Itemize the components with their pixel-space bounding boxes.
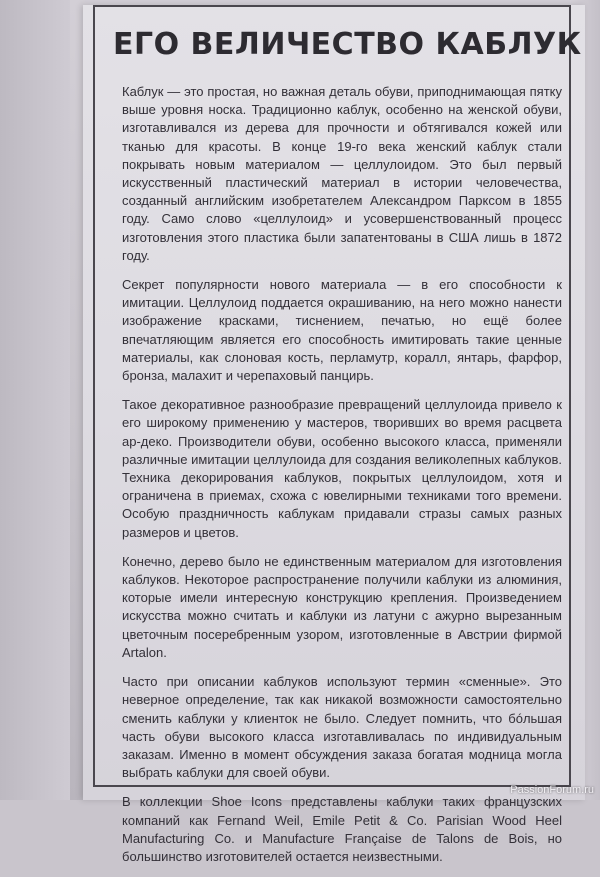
watermark: PassionForum.ru (510, 784, 594, 796)
paragraph-collection: В коллекции Shoe Icons представлены каблуки таких французских компаний как Fernand Weil, Emile Petit & Co. Parisian Wood Heel Manufacturing Co. и Manufacture Française de Talons de Bois, но большинство изготовителей остается неизвестными. (122, 794, 562, 864)
paragraph-imitation: Секрет популярности нового материала — в его способности к имитации. Целлулоид поддается окрашиванию, на него можно нанести изображение красками, тиснением, печатью, но ещё более впечатляющим является его способность имитировать такие ценные материалы, как слоновая кость, перламутр, коралл, янтарь, фарфор, бронза, малахит и черепаховый панцирь. (122, 277, 562, 384)
paragraph-replaceable: Часто при описании каблуков используют термин «сменные». Это неверное определение, так как никакой возможности самостоятельно сменить каблуки у клиенток не было. Следует помнить, что бóльшая часть обуви высокого класса изготавливалась по индивидуальным заказам. Именно в момент обсуждения заказа богатая модница могла выбрать каблуки для своей обуви. (122, 674, 562, 781)
panel-title: ЕГО ВЕЛИЧЕСТВО КАБЛУК (113, 27, 582, 62)
wall-left (0, 0, 70, 800)
panel-text (122, 83, 562, 877)
exhibit-panel (83, 5, 585, 864)
paragraph-intro: Каблук — это простая, но важная деталь обуви, приподнимающая пятку выше уровня носка. Традиционно каблук, особенно на женской обуви, изготавливался из дерева для прочности и обтягивался кожей или тканью для красоты. В конце 19-го века женский каблук стали покрывать новым материалом — целлулоидом. Это был первый искусственный пластический материал в истории человечества, созданный английским изобретателем Александром Парксом в 1855 году. Само слово «целлулоид» и усовершенствованный процесс изготовления этого пластика были запатентованы в США лишь в 1872 году. (122, 84, 562, 263)
paragraph-materials: Конечно, дерево было не единственным материалом для изготовления каблуков. Некоторое распространение получили каблуки из алюминия, которые имели интересную конструкцию крепления. Произведением искусства можно считать и каблуки из латуни с ажурно вырезанным цветочным посеребренным узором, изготовленные в Австрии фирмой Artalon. (122, 553, 562, 660)
paragraph-art-deco: Такое декоративное разнообразие превращений целлулоида привело к его широкому применению у мастеров, творивших во время расцвета ар-деко. Производители обуви, особенно высокого класса, применяли различные имитации целлулоида для создания великолепных каблуков. Техника декорирования каблуков, покрытых целлулоидом, хотя и ограничена в приемах, схожа с ювелирными техниками того времени. Особую праздничность каблукам придавали стразы самых разных размеров и цветов. (122, 397, 562, 540)
